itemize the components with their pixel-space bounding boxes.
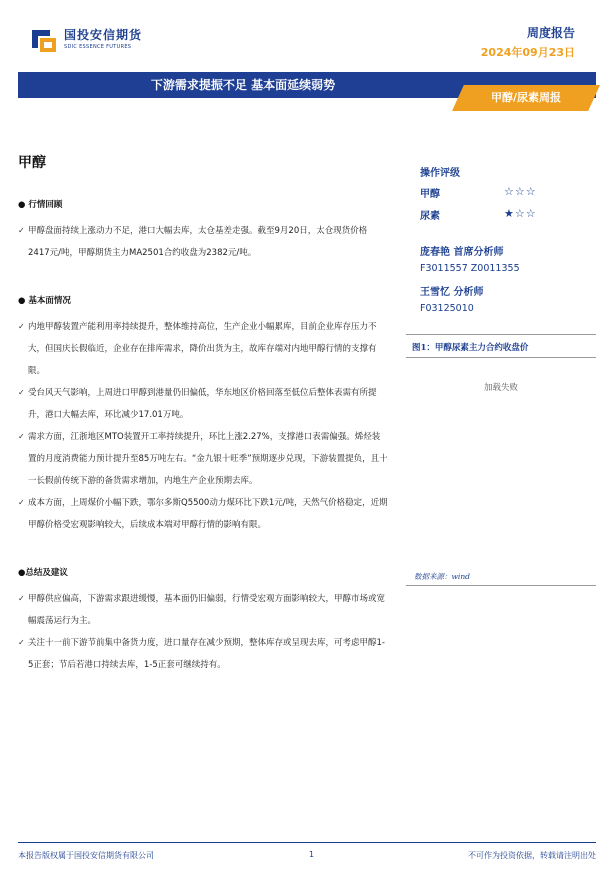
footer-divider — [18, 842, 596, 843]
rating-row-urea — [420, 207, 585, 229]
rating-row-methanol — [420, 185, 585, 207]
section-heading-summary: ●总结及建议 — [18, 568, 68, 578]
page-number: 1 — [309, 850, 315, 859]
banner-tab-label: 甲醇/尿素周报 — [490, 91, 562, 104]
doc-title: 甲醇 — [18, 155, 46, 171]
title-banner — [18, 72, 596, 112]
rating-heading: 操作评级 — [420, 168, 460, 179]
section-heading-market-review: ● 行情回顾 — [18, 200, 63, 210]
figure-source: 数据来源：wind — [414, 572, 470, 581]
company-logo — [30, 24, 190, 60]
report-type: 周度报告 — [526, 26, 575, 40]
banner-title: 下游需求提振不足 基本面延续弱势 — [150, 78, 336, 92]
paragraph: ✓ 关注十一前下游节前集中备货力度，进口量存在减少预期，整体库存或呈现去库，可考虑甲醇1-5正套；节后若港口持续去库，1-5正套可继续持有。 — [18, 632, 388, 676]
section-heading-fundamentals: ● 基本面情况 — [18, 296, 71, 306]
analyst-license: F03125010 — [420, 303, 474, 314]
paragraph: ✓ 成本方面，上周煤价小幅下跌，鄂尔多斯Q5500动力煤环比下跌1元/吨，天然气价格稳定，近期甲醇价格受宏观影响较大，后续成本端对甲醇行情的影响有限。 — [18, 492, 388, 536]
logo-name-en: SDIC ESSENCE FUTURES — [64, 44, 132, 50]
footer-copyright: 本报告版权属于国投安信期货有限公司 — [18, 851, 154, 860]
analyst-name: 王雪忆 分析师 — [420, 287, 484, 298]
star-rating-icon: ★☆☆ — [504, 207, 537, 220]
paragraph: ✓ 甲醇盘面持续上涨动力不足，港口大幅去库，太仓基差走强。截至9月20日，太仓现货价格2417元/吨，甲醇期货主力MA2501合约收盘为2382元/吨。 — [18, 220, 388, 264]
rating-name: 甲醇 — [420, 189, 440, 200]
analyst-license: F3011557 Z0011355 — [420, 263, 520, 274]
figure-title: 图1：甲醇尿素主力合约收盘价 — [412, 343, 529, 353]
figure-box — [406, 334, 596, 586]
logo-name-cn: 国投安信期货 — [64, 28, 143, 42]
paragraph: ✓ 甲醇供应偏高，下游需求跟进缓慢，基本面仍旧偏弱，行情受宏观方面影响较大，甲醇市场或宽幅震荡运行为主。 — [18, 588, 388, 632]
paragraph: ✓ 内地甲醇装置产能利用率持续提升，整体维持高位，生产企业小幅累库，目前企业库存压力不大，但国庆长假临近，企业存在排库需求，降价出货为主，故库存端对内地甲醇行情的支撑有限。 — [18, 316, 388, 382]
sidebar — [420, 164, 585, 323]
figure-load-failed: 加载失败 — [483, 383, 518, 393]
star-rating-icon: ☆☆☆ — [504, 185, 537, 198]
analyst-name: 庞春艳 首席分析师 — [420, 247, 504, 258]
rating-name: 尿素 — [420, 211, 440, 222]
report-date: 2024年09月23日 — [480, 46, 575, 59]
logo-mark-icon — [30, 26, 58, 54]
paragraph: ✓ 受台风天气影响，上周进口甲醇到港量仍旧偏低，华东地区价格回落至低位后整体表需有所提升，港口大幅去库，环比减少17.01万吨。 — [18, 382, 388, 426]
paragraph: ✓ 需求方面，江浙地区MTO装置开工率持续提升，环比上涨2.27%，支撑港口表需偏强。烯烃装置的月度消费能力预计提升至85万吨左右。“金九银十旺季”预期逐步兑现，下游装置提负，且十一长假前传统下游的备货需求增加，内地生产企业预期去库。 — [18, 426, 388, 492]
figure-divider — [406, 357, 596, 358]
footer-disclaimer: 不可作为投资依据，转载请注明出处 — [468, 851, 596, 860]
main-content — [18, 152, 388, 676]
